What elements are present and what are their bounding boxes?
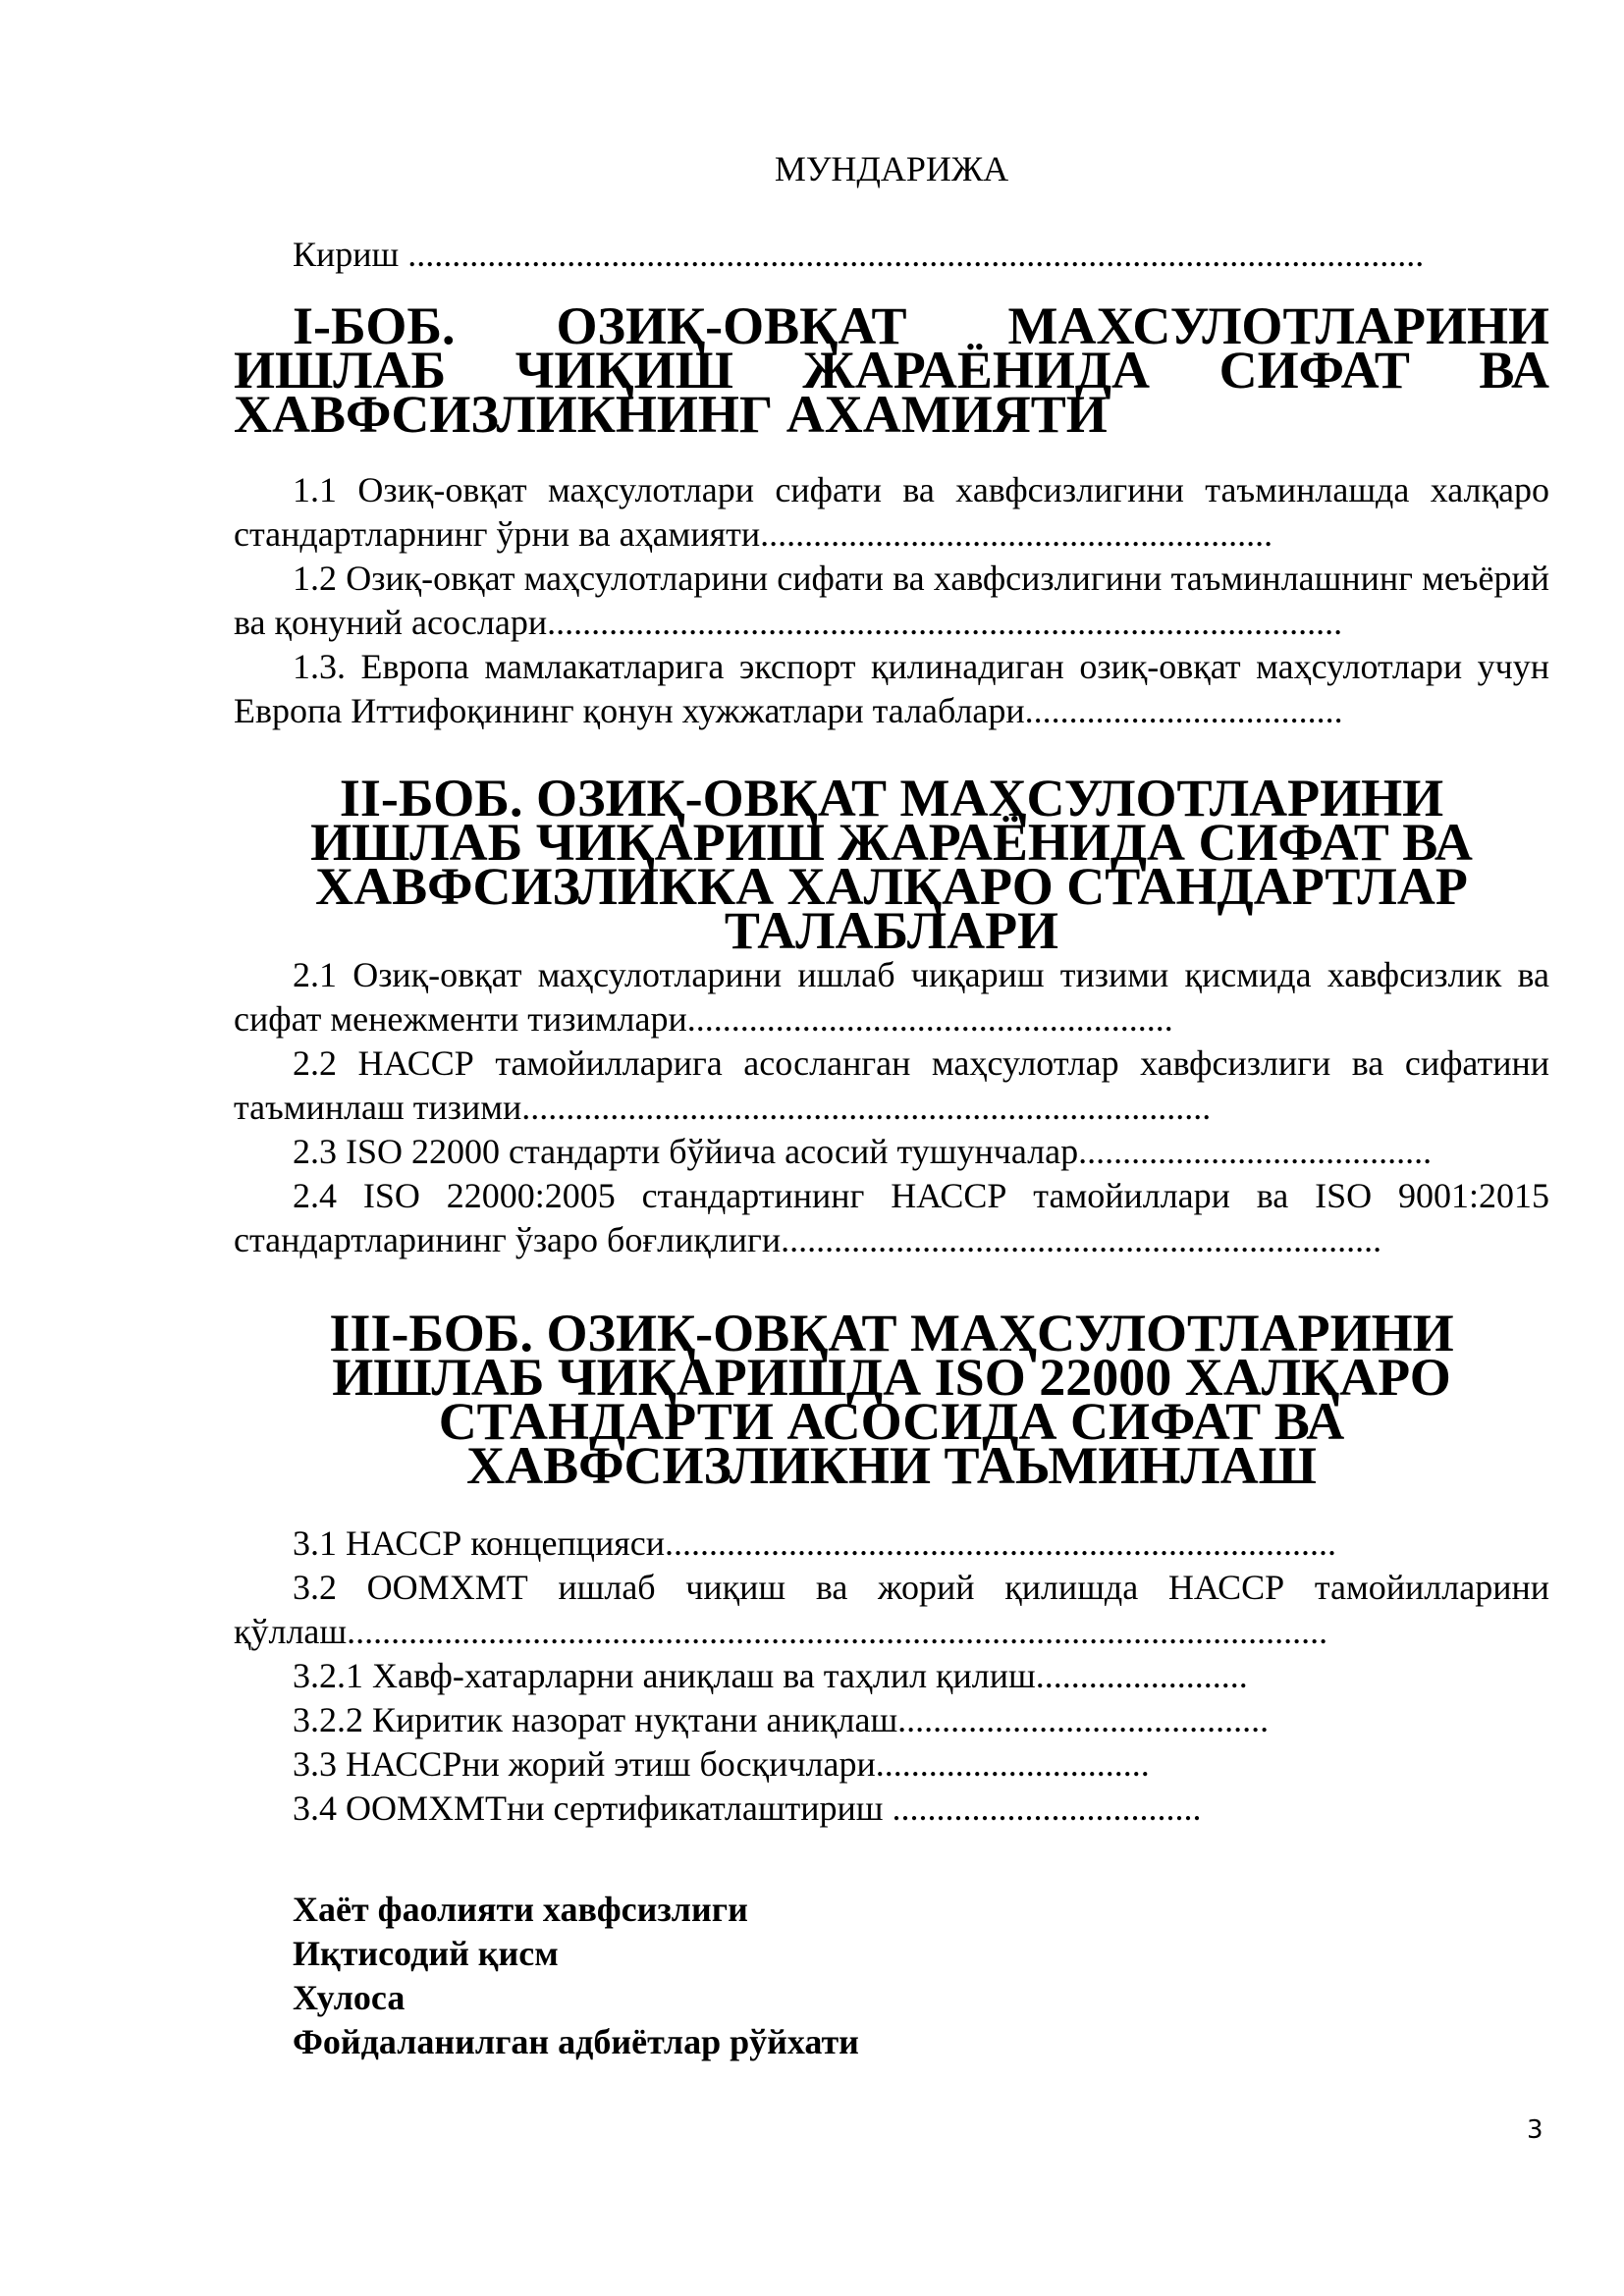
final-section-conclusion: Хулоса <box>293 1978 406 2017</box>
toc-entry-1-1: 1.1 Озиқ-овқат маҳсулотлари сифати ва хавфсизлигини таъминлашда халқаро стандартларнинг ўрни ва аҳамияти.......................................................... <box>234 470 1549 554</box>
toc-entry-1-2: 1.2 Озиқ-овқат маҳсулотларини сифати ва хавфсизлигини таъминлашнинг меъёрий ва қонуний асослари.......................................................................................... <box>234 559 1549 642</box>
toc-entry-2-4: 2.4 ISO 22000:2005 стандартининг НАССР тамойиллари ва ISO 9001:2015 стандартларининг ўзаро боғлиқлиги.................................................................... <box>234 1176 1549 1259</box>
toc-entry-1-3: 1.3. Европа мамлакатларига экспорт қилинадиган озиқ-овқат маҳсулотлари учун Европа Иттифоқининг қонун хужжатлари талаблари.................................... <box>234 647 1549 730</box>
chapter-2-items <box>234 953 1549 1262</box>
chapter-1-heading: I-БОБ. ОЗИҚ-ОВҚАТ МАХСУЛОТЛАРИНИ ИШЛАБ ЧИҚИШ ЖАРАЁНИДА СИФАТ ВА ХАВФСИЗЛИКНИНГ АХАМИЯТИ <box>234 296 1549 444</box>
page-number: 3 <box>1527 2115 1543 2145</box>
toc-entry-2-2: 2.2 НАССР тамойилларига асосланган маҳсулотлар хавфсизлиги ва сифатини таъминлаш тизими.............................................................................. <box>234 1043 1549 1127</box>
final-section-economic: Иқтисодий қисм <box>293 1934 559 1973</box>
final-section-life-safety: Хаёт фаолияти хавфсизлиги <box>293 1890 748 1929</box>
toc-entry-intro: Кириш ................................................................................................................... <box>293 235 1425 274</box>
chapter-3-items <box>234 1522 1549 1831</box>
toc-entry-2-3: 2.3 ISO 22000 стандарти бўйича асосий тушунчалар........................................ <box>293 1132 1433 1171</box>
chapter-1-items <box>234 468 1549 733</box>
final-section-references: Фойдаланилган адбиётлар рўйхати <box>293 2022 859 2061</box>
toc-entry-3-2: 3.2 ООМХМТ ишлаб чиқиш ва жорий қилишда НАССР тамойилларини қўллаш............................................................................................................... <box>234 1568 1549 1651</box>
toc-entry-3-2-2: 3.2.2 Киритик назорат нуқтани аниқлаш.......................................... <box>293 1700 1270 1739</box>
chapter-2-heading: II-БОБ. ОЗИҚ-ОВҚАТ МАҲСУЛОТЛАРИНИ ИШЛАБ ЧИҚАРИШ ЖАРАЁНИДА СИФАТ ВА ХАВФСИЗЛИККА ХАЛҚАРО СТАНДАРТЛАР ТАЛАБЛАРИ <box>310 769 1473 960</box>
toc-entry-3-3: 3.3 НАССРни жорий этиш босқичлари............................... <box>293 1744 1150 1784</box>
final-sections-list <box>234 1888 1549 2064</box>
chapter-3-heading: III-БОБ. ОЗИҚ-ОВҚАТ МАҲСУЛОТЛАРИНИ ИШЛАБ ЧИҚАРИШДА ISO 22000 ХАЛҚАРО СТАНДАРТИ АСОСИДА СИФАТ ВА ХАВФСИЗЛИКНИ ТАЬМИНЛАШ <box>329 1304 1454 1495</box>
toc-title: МУНДАРИЖА <box>774 149 1009 188</box>
document-page <box>234 147 1549 2064</box>
toc-entry-3-2-1: 3.2.1 Хавф-хатарларни аниқлаш ва таҳлил қилиш........................ <box>293 1656 1248 1695</box>
toc-entry-3-4: 3.4 ООМХМТни сертификатлаштириш ................................... <box>293 1789 1202 1828</box>
toc-entry-2-1: 2.1 Озиқ-овқат маҳсулотларини ишлаб чиқариш тизими қисмида хавфсизлик ва сифат менежменти тизимлари....................................................... <box>234 955 1549 1039</box>
toc-entry-3-1: 3.1 НАССР концепцияси............................................................................ <box>293 1523 1337 1563</box>
